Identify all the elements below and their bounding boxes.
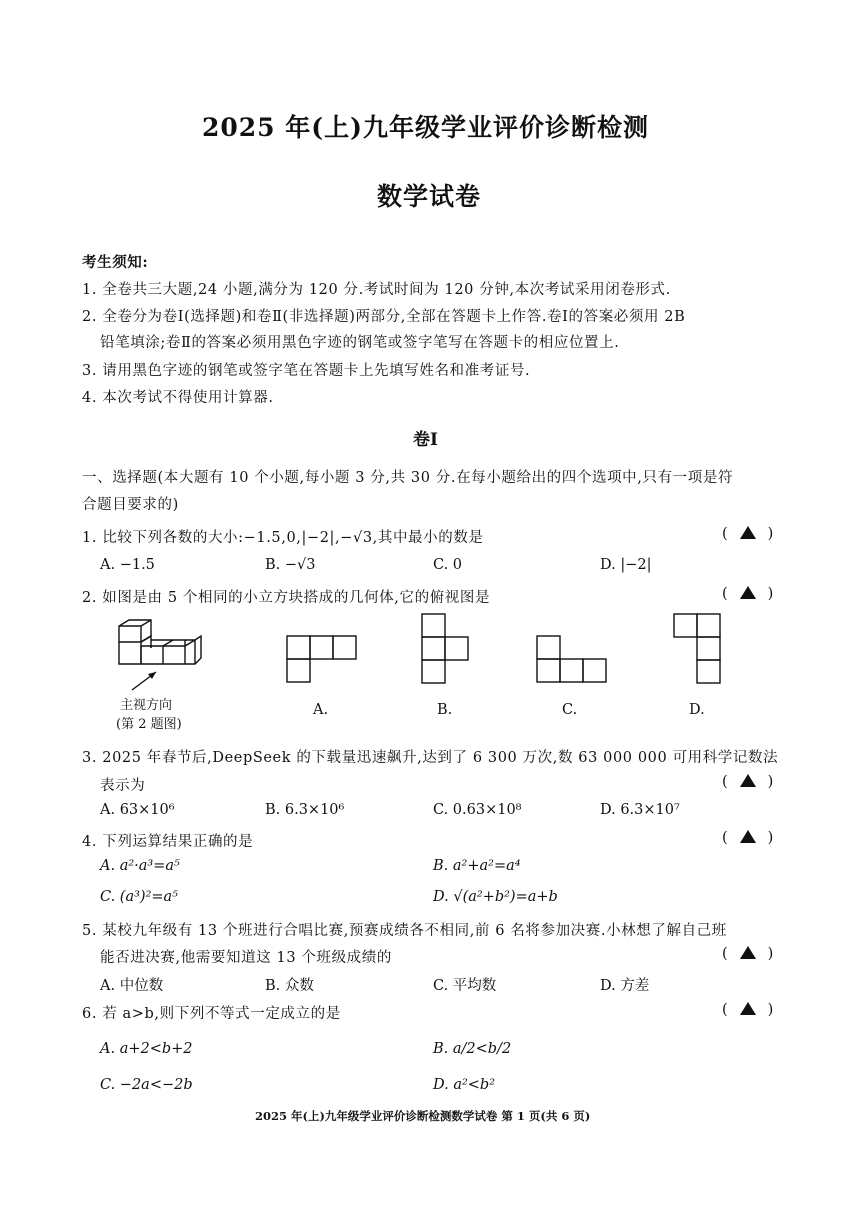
q2-option-c: C.: [562, 702, 578, 718]
q4-stem: 4. 下列运算结果正确的是: [82, 834, 254, 850]
answer-triangle-icon: [740, 774, 756, 787]
q1-answer-bracket: ( ): [722, 526, 774, 542]
q2-stem: 2. 如图是由 5 个相同的小立方块搭成的几何体,它的俯视图是: [82, 590, 491, 606]
q3-option-c: C. 0.63×10⁸: [433, 802, 522, 818]
q1-option-d: D. |−2|: [600, 557, 652, 573]
volume-label: 卷Ⅰ: [413, 430, 438, 450]
q2-answer-bracket: ( ): [722, 586, 774, 602]
page-footer: 2025 年(上)九年级学业评价诊断检测数学试卷 第 1 页(共 6 页): [255, 1109, 591, 1123]
q3-answer-bracket: ( ): [722, 774, 774, 790]
q5-answer-bracket: ( ): [722, 946, 774, 962]
q2-cube-figure: [112, 618, 212, 698]
section-intro-line2: 合题目要求的): [82, 497, 179, 513]
notice-item-2-cont: 铅笔填涂;卷Ⅱ的答案必须用黑色字迹的钢笔或签字笔写在答题卡的相应位置上.: [100, 335, 620, 351]
q4-option-a: A. a²·a³=a⁵: [100, 858, 180, 874]
q4-answer-bracket: ( ): [722, 830, 774, 846]
exam-title: 2025 年(上)九年级学业评价诊断检测: [202, 113, 649, 142]
q2-option-b: B.: [437, 702, 453, 718]
q4-option-d: D. √(a²+b²)=a+b: [433, 889, 558, 905]
q2-option-c-figure: [535, 634, 609, 684]
notice-item-4: 4. 本次考试不得使用计算器.: [82, 390, 274, 406]
q4-option-b: B. a²+a²=a⁴: [433, 858, 521, 874]
q2-option-b-figure: [420, 612, 472, 686]
q2-figure-caption: (第 2 题图): [116, 717, 182, 732]
q6-option-c: C. −2a<−2b: [100, 1077, 193, 1093]
q5-option-b: B. 众数: [265, 978, 314, 994]
q2-option-d-figure: [672, 612, 724, 686]
answer-triangle-icon: [740, 1002, 756, 1015]
q5-stem-line1: 5. 某校九年级有 13 个班进行合唱比赛,预赛成绩各不相同,前 6 名将参加决赛.小林想了解自己班: [82, 923, 727, 939]
q5-stem-line2: 能否进决赛,他需要知道这 13 个班级成绩的: [100, 950, 392, 966]
q2-option-a: A.: [313, 702, 329, 718]
answer-triangle-icon: [740, 526, 756, 539]
q1-option-b: B. −√3: [265, 557, 316, 573]
q5-option-c: C. 平均数: [433, 978, 497, 994]
q1-option-a: A. −1.5: [100, 557, 155, 573]
q6-option-b: B. a/2<b/2: [433, 1041, 512, 1057]
exam-subtitle: 数学试卷: [377, 182, 482, 211]
q5-option-d: D. 方差: [600, 978, 650, 994]
q1-stem: 1. 比较下列各数的大小:−1.5,0,|−2|,−√3,其中最小的数是: [82, 530, 484, 546]
q3-stem-line1: 3. 2025 年春节后,DeepSeek 的下载量迅速飙升,达到了 6 300 万次,数 63 000 000 可用科学记数法: [82, 750, 779, 766]
q3-option-b: B. 6.3×10⁶: [265, 802, 345, 818]
q5-option-a: A. 中位数: [100, 978, 164, 994]
notice-heading: 考生须知:: [82, 254, 149, 271]
notice-item-2: 2. 全卷分为卷Ⅰ(选择题)和卷Ⅱ(非选择题)两部分,全部在答题卡上作答.卷Ⅰ的答案必须用 2B: [82, 309, 686, 325]
q6-option-a: A. a+2<b+2: [100, 1041, 193, 1057]
q2-view-direction: 主视方向: [120, 698, 173, 713]
q4-option-c: C. (a³)²=a⁵: [100, 889, 178, 905]
q6-stem: 6. 若 a>b,则下列不等式一定成立的是: [82, 1006, 341, 1022]
q1-option-c: C. 0: [433, 557, 463, 573]
notice-item-3: 3. 请用黑色字迹的钢笔或签字笔在答题卡上先填写姓名和准考证号.: [82, 363, 531, 379]
q2-option-d: D.: [689, 702, 705, 718]
answer-triangle-icon: [740, 586, 756, 599]
notice-item-1: 1. 全卷共三大题,24 小题,满分为 120 分.考试时间为 120 分钟,本次考试采用闭卷形式.: [82, 282, 671, 298]
q3-option-d: D. 6.3×10⁷: [600, 802, 680, 818]
answer-triangle-icon: [740, 830, 756, 843]
q3-option-a: A. 63×10⁶: [100, 802, 175, 818]
answer-triangle-icon: [740, 946, 756, 959]
q6-answer-bracket: ( ): [722, 1002, 774, 1018]
q6-option-d: D. a²<b²: [433, 1077, 496, 1093]
section-intro-line1: 一、选择题(本大题有 10 个小题,每小题 3 分,共 30 分.在每小题给出的四个选项中,只有一项是符: [82, 470, 734, 486]
q3-stem-line2: 表示为: [100, 778, 146, 794]
q2-option-a-figure: [285, 634, 359, 684]
